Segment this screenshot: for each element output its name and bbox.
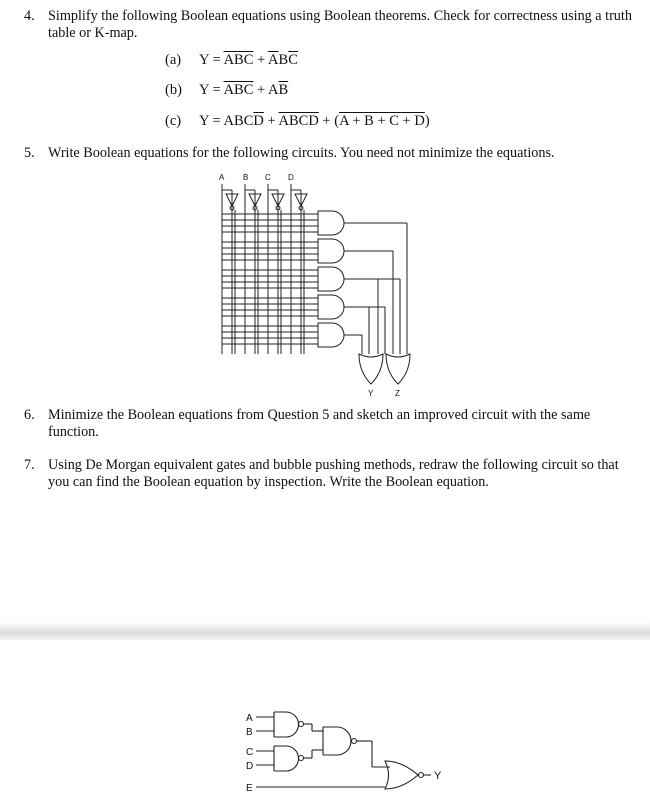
question-6 <box>24 407 634 441</box>
question-4 <box>24 8 634 42</box>
output-label-z: Z <box>395 389 400 398</box>
equation-4c: (c) $Y = ABC\overline{D}$ + ABCD + (A + B + C + D) <box>165 113 430 129</box>
output-label-y: Y <box>368 389 374 398</box>
circuit-diagram-q5 <box>205 168 420 403</box>
question-number: 7. <box>24 457 35 473</box>
equation-label: (b) <box>165 82 182 98</box>
equation-4a: (a) $Y = \overline{ABC} + \overline{A}B\overline{C}$ <box>165 52 298 68</box>
input-label-e: E <box>246 783 253 794</box>
input-label-a: A <box>219 173 225 182</box>
question-number: 6. <box>24 407 35 423</box>
input-label-b: B <box>246 727 253 738</box>
question-number: 4. <box>24 8 35 24</box>
input-label-c: C <box>265 173 271 182</box>
input-label-b: B <box>243 173 249 182</box>
input-label-d: D <box>288 173 294 182</box>
equation-4b: (b) $Y = \overline{ABC} + A\overline{B}$ <box>165 82 289 98</box>
equation-label: (a) <box>165 52 182 68</box>
input-label-d: D <box>246 761 254 772</box>
input-label-c: C <box>246 747 254 758</box>
page-separator <box>0 622 650 640</box>
question-text: Simplify the following Boolean equations using Boolean theorems. Check for correctness using a truth table or K-map. <box>48 8 632 41</box>
question-7 <box>24 457 634 491</box>
circuit-diagram-q7 <box>235 705 460 800</box>
equation-label: (c) <box>165 113 182 129</box>
question-text: Write Boolean equations for the following circuits. You need not minimize the equations. <box>48 145 555 161</box>
question-text: Minimize the Boolean equations from Question 5 and sketch an improved circuit with the same function. <box>48 407 591 440</box>
input-label-a: A <box>246 713 253 724</box>
question-5 <box>24 145 634 162</box>
question-number: 5. <box>24 145 35 161</box>
question-text: Using De Morgan equivalent gates and bubble pushing methods, redraw the following circuit so that you can find the Boolean equation by inspection. Write the Boolean equation. <box>48 457 619 490</box>
output-label-y: Y <box>434 770 442 782</box>
